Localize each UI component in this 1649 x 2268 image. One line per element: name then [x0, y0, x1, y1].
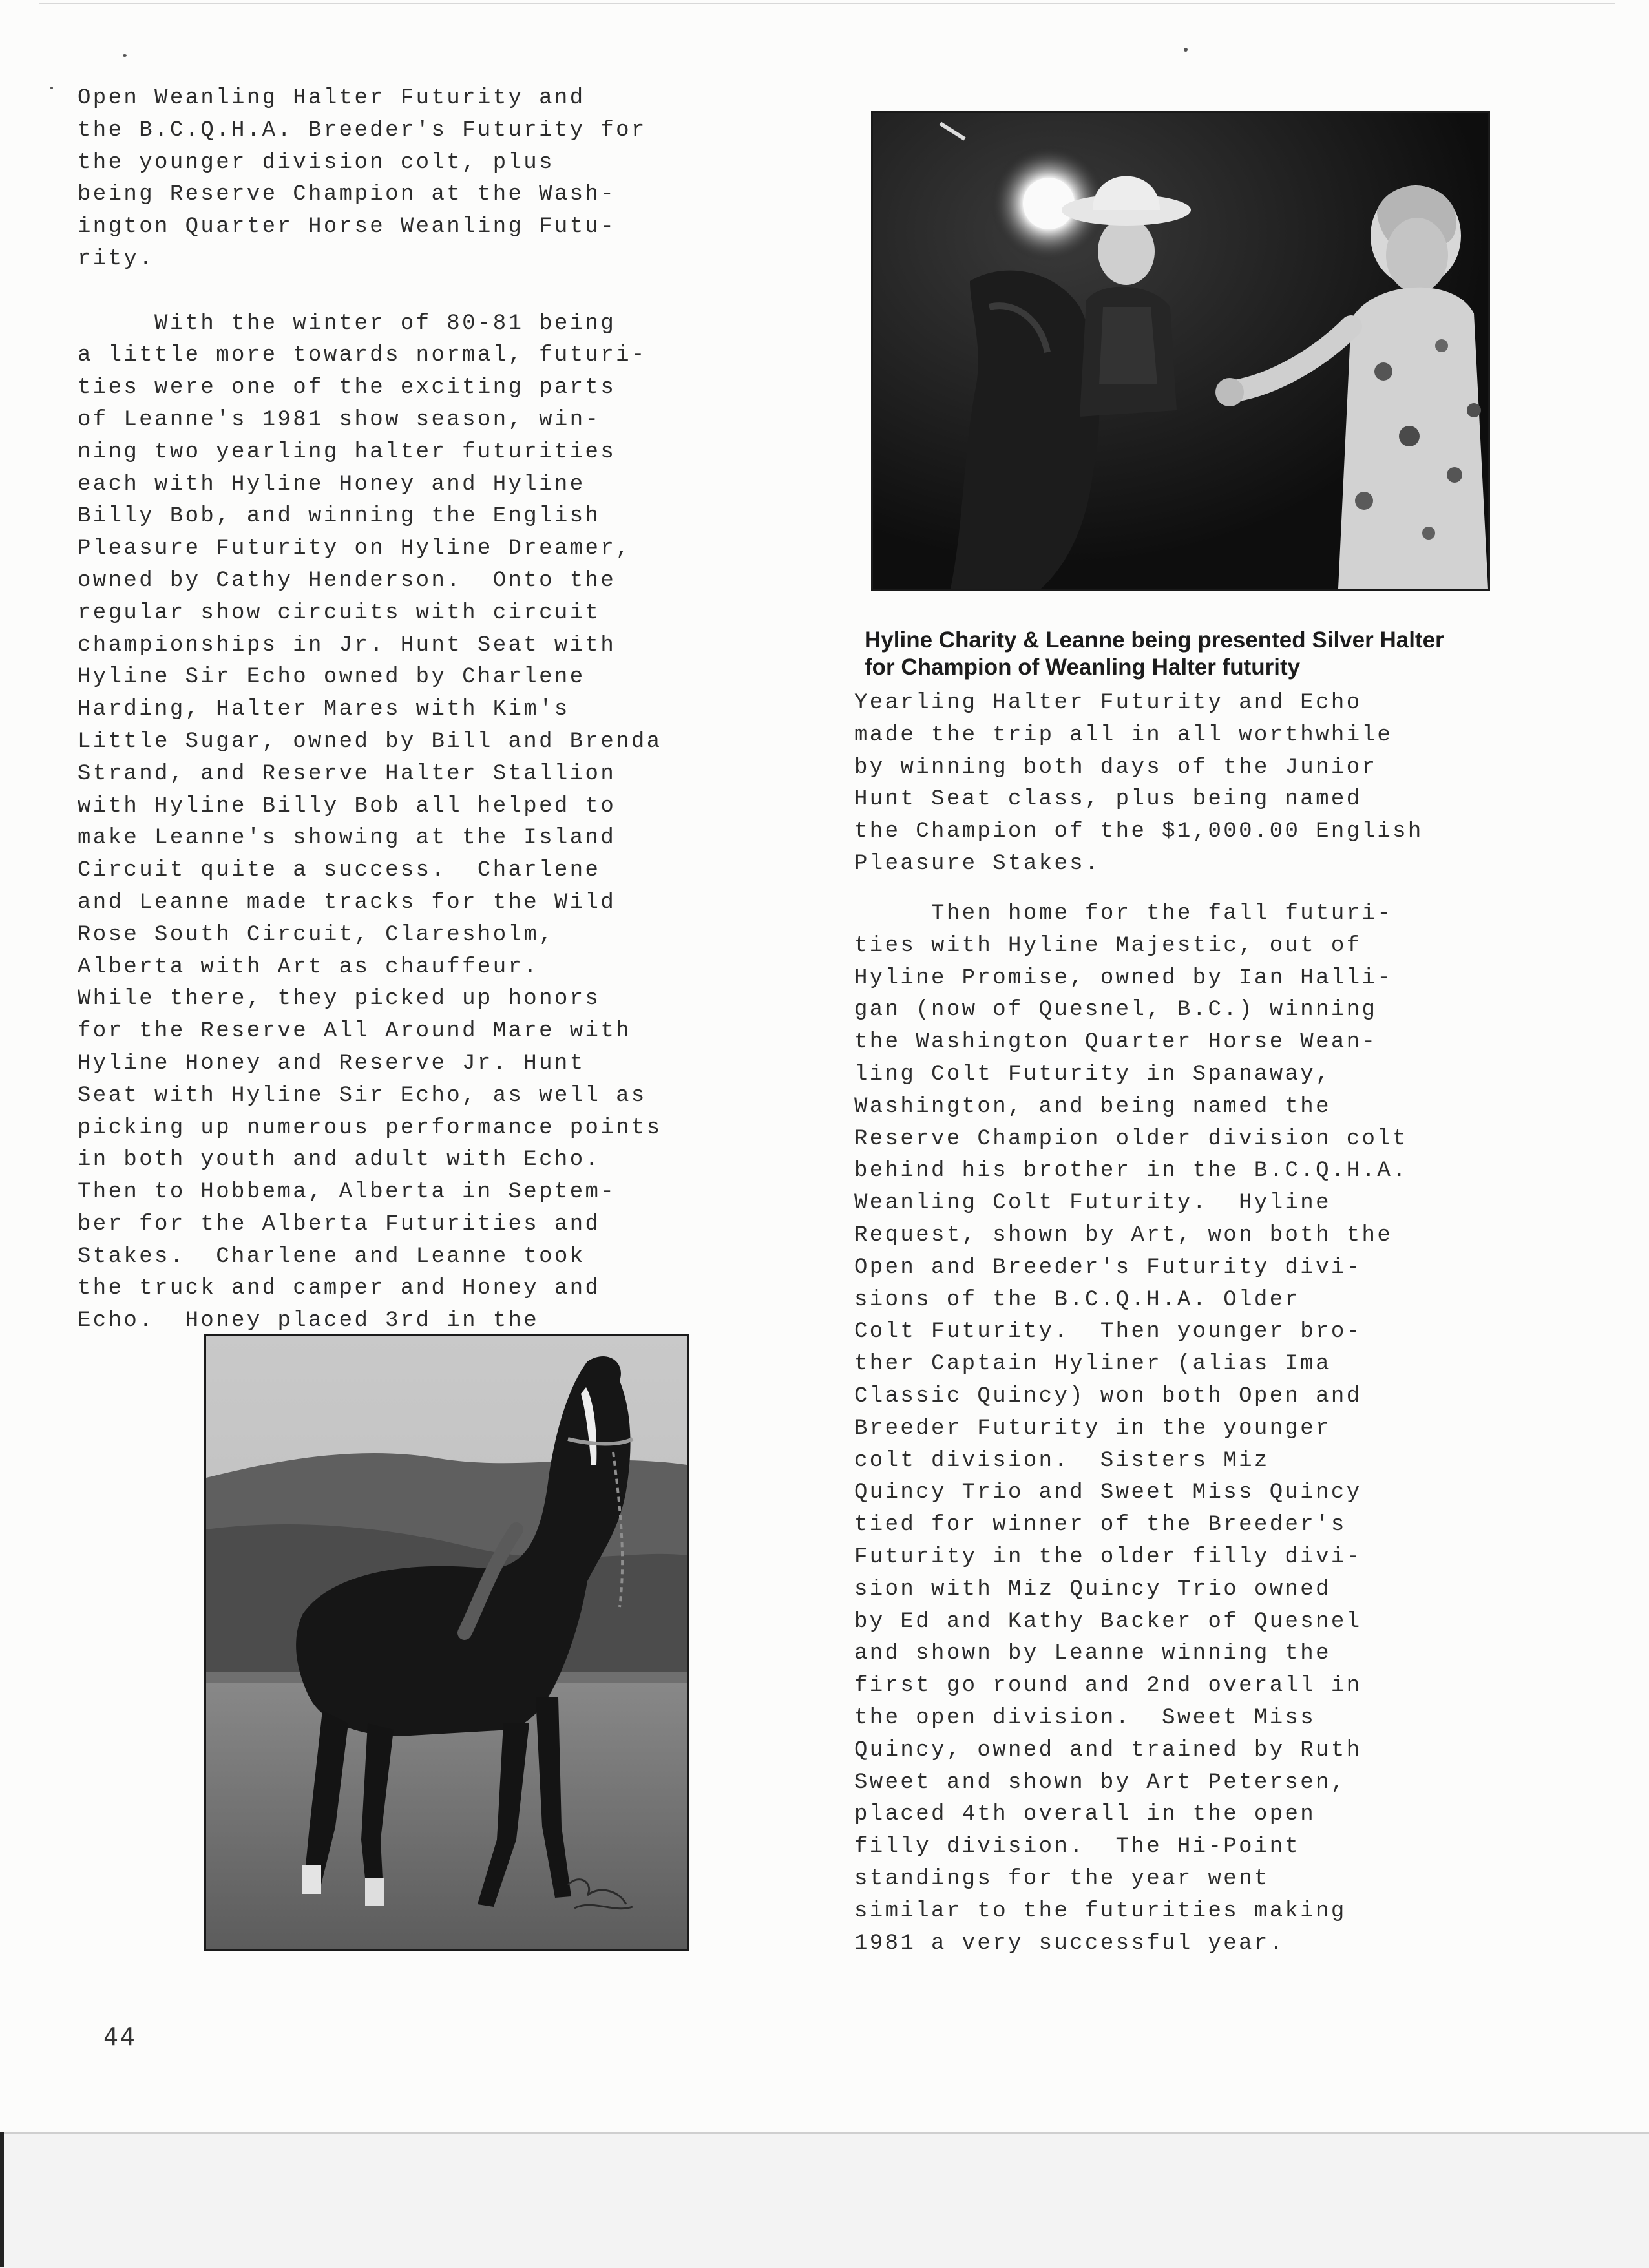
text-line: Breeder Futurity in the younger — [854, 1416, 1331, 1441]
scanner-edge-shadow — [0, 2132, 4, 2267]
text-line: colt division. Sisters Miz — [854, 1448, 1270, 1473]
text-line: Quincy, owned and trained by Ruth — [854, 1738, 1362, 1763]
text-line: ties with Hyline Majestic, out of — [854, 933, 1362, 958]
text-line: regular show circuits with circuit — [78, 600, 601, 625]
text-line: Harding, Halter Mares with Kim's — [78, 697, 570, 722]
text-line: With the winter of 80-81 being — [78, 311, 616, 336]
text-line: behind his brother in the B.C.Q.H.A. — [854, 1159, 1408, 1184]
text-line: standings for the year went — [854, 1866, 1270, 1891]
text-line: ling Colt Futurity in Spanaway, — [854, 1062, 1331, 1087]
text-line: Quincy Trio and Sweet Miss Quincy — [854, 1480, 1362, 1506]
text-line: ber for the Alberta Futurities and — [78, 1212, 601, 1237]
text-line: Then to Hobbema, Alberta in Septem- — [78, 1180, 616, 1205]
text-line: Alberta with Art as chauffeur. — [78, 954, 540, 980]
text-line: similar to the futurities making — [854, 1898, 1347, 1924]
text-line: Weanling Colt Futurity. Hyline — [854, 1191, 1331, 1216]
text-line: the younger division colt, plus — [78, 150, 554, 175]
text-line: Then home for the fall futuri- — [854, 901, 1393, 926]
photo-caption — [865, 627, 1543, 681]
text-line: Colt Futurity. Then younger bro- — [854, 1319, 1362, 1345]
text-line: Classic Quincy) won both Open and — [854, 1383, 1362, 1409]
text-line: the Washington Quarter Horse Wean- — [854, 1030, 1378, 1055]
text-line: make Leanne's showing at the Island — [78, 826, 616, 851]
text-line: the open division. Sweet Miss — [854, 1705, 1316, 1730]
text-line: Open Weanling Halter Futurity and — [78, 86, 585, 110]
text-line: tied for winner of the Breeder's — [854, 1513, 1347, 1538]
text-line: Rose South Circuit, Claresholm, — [78, 922, 554, 947]
text-line: the Champion of the $1,000.00 English — [854, 819, 1423, 845]
text-line: Strand, and Reserve Halter Stallion — [78, 761, 616, 786]
scan-speck — [1184, 48, 1188, 52]
scan-speck — [50, 87, 53, 89]
left-text-column — [78, 83, 662, 1338]
text-line: made the trip all in all worthwhile — [854, 722, 1393, 748]
text-line: a little more towards normal, futuri- — [78, 343, 647, 368]
text-line: championships in Jr. Hunt Seat with — [78, 633, 616, 658]
text-line: being Reserve Champion at the Wash- — [78, 182, 616, 207]
text-line: ties were one of the exciting parts — [78, 375, 616, 401]
text-line: first go round and 2nd overall in — [854, 1674, 1362, 1699]
horse-photo-image — [206, 1336, 687, 1949]
text-line: ington Quarter Horse Weanling Futu- — [78, 215, 616, 240]
text-line: sions of the B.C.Q.H.A. Older — [854, 1287, 1301, 1312]
text-line: in both youth and adult with Echo. — [78, 1148, 601, 1173]
text-line: filly division. The Hi-Point — [854, 1834, 1301, 1860]
text-line: owned by Cathy Henderson. Onto the — [78, 568, 616, 593]
text-line: picking up numerous performance points — [78, 1115, 662, 1140]
text-line: for the Reserve All Around Mare with — [78, 1019, 631, 1044]
text-line: with Hyline Billy Bob all helped to — [78, 793, 616, 819]
photo-caption-line-2: for Champion of Weanling Halter futurity — [865, 655, 1301, 680]
text-line: Open and Breeder's Futurity divi- — [854, 1255, 1362, 1280]
text-line: ning two yearling halter futurities — [78, 439, 616, 465]
text-line: by winning both days of the Junior — [854, 755, 1378, 780]
text-line: Hyline Honey and Reserve Jr. Hunt — [78, 1051, 585, 1076]
text-line: by Ed and Kathy Backer of Quesnel — [854, 1609, 1362, 1634]
text-line: sion with Miz Quincy Trio owned — [854, 1577, 1331, 1602]
scan-speck — [123, 54, 127, 57]
text-line: Pleasure Futurity on Hyline Dreamer, — [78, 536, 631, 562]
text-line: Reserve Champion older division colt — [854, 1126, 1408, 1151]
right-text-column-bottom — [854, 898, 1408, 1960]
text-line: Hyline Promise, owned by Ian Halli- — [854, 965, 1393, 991]
page-number: 44 — [103, 2022, 137, 2051]
text-line: ther Captain Hyliner (alias Ima — [854, 1352, 1331, 1377]
text-line: Pleasure Stakes. — [854, 851, 1100, 876]
presentation-photo — [871, 111, 1490, 591]
text-line: Yearling Halter Futurity and Echo — [854, 691, 1362, 715]
text-line: and Leanne made tracks for the Wild — [78, 890, 616, 915]
right-text-column-top — [854, 688, 1423, 881]
text-line: Circuit quite a success. Charlene — [78, 858, 601, 883]
text-line: and shown by Leanne winning the — [854, 1641, 1331, 1666]
text-line: the truck and camper and Honey and — [78, 1276, 601, 1301]
text-line: Hunt Seat class, plus being named — [854, 787, 1362, 812]
text-line: Hyline Sir Echo owned by Charlene — [78, 665, 585, 690]
text-line: Seat with Hyline Sir Echo, as well as — [78, 1083, 647, 1108]
text-line: Futurity in the older filly divi- — [854, 1544, 1362, 1570]
page-top-edge — [39, 3, 1615, 4]
text-line: While there, they picked up honors — [78, 987, 601, 1012]
text-line: Echo. Honey placed 3rd in the — [78, 1308, 540, 1334]
text-line: gan (now of Quesnel, B.C.) winning — [854, 998, 1378, 1023]
text-line: the B.C.Q.H.A. Breeder's Futurity for — [78, 118, 647, 143]
text-line: Sweet and shown by Art Petersen, — [854, 1770, 1347, 1795]
text-line: Request, shown by Art, won both the — [854, 1223, 1393, 1248]
text-line: Stakes. Charlene and Leanne took — [78, 1244, 585, 1269]
text-line: Washington, and being named the — [854, 1094, 1331, 1119]
text-line: 1981 a very successful year. — [854, 1931, 1285, 1956]
photo-caption-line-1: Hyline Charity & Leanne being presented Silver Halter — [865, 627, 1444, 653]
text-line: of Leanne's 1981 show season, win- — [78, 407, 601, 432]
presentation-photo-image — [873, 113, 1488, 589]
text-line: Billy Bob, and winning the English — [78, 504, 601, 529]
text-line: placed 4th overall in the open — [854, 1802, 1316, 1827]
scanner-bottom-band — [0, 2132, 1649, 2268]
text-line: Little Sugar, owned by Bill and Brenda — [78, 729, 662, 754]
text-line: each with Hyline Honey and Hyline — [78, 472, 585, 497]
text-line: rity. — [78, 246, 155, 271]
horse-photo — [204, 1334, 689, 1951]
